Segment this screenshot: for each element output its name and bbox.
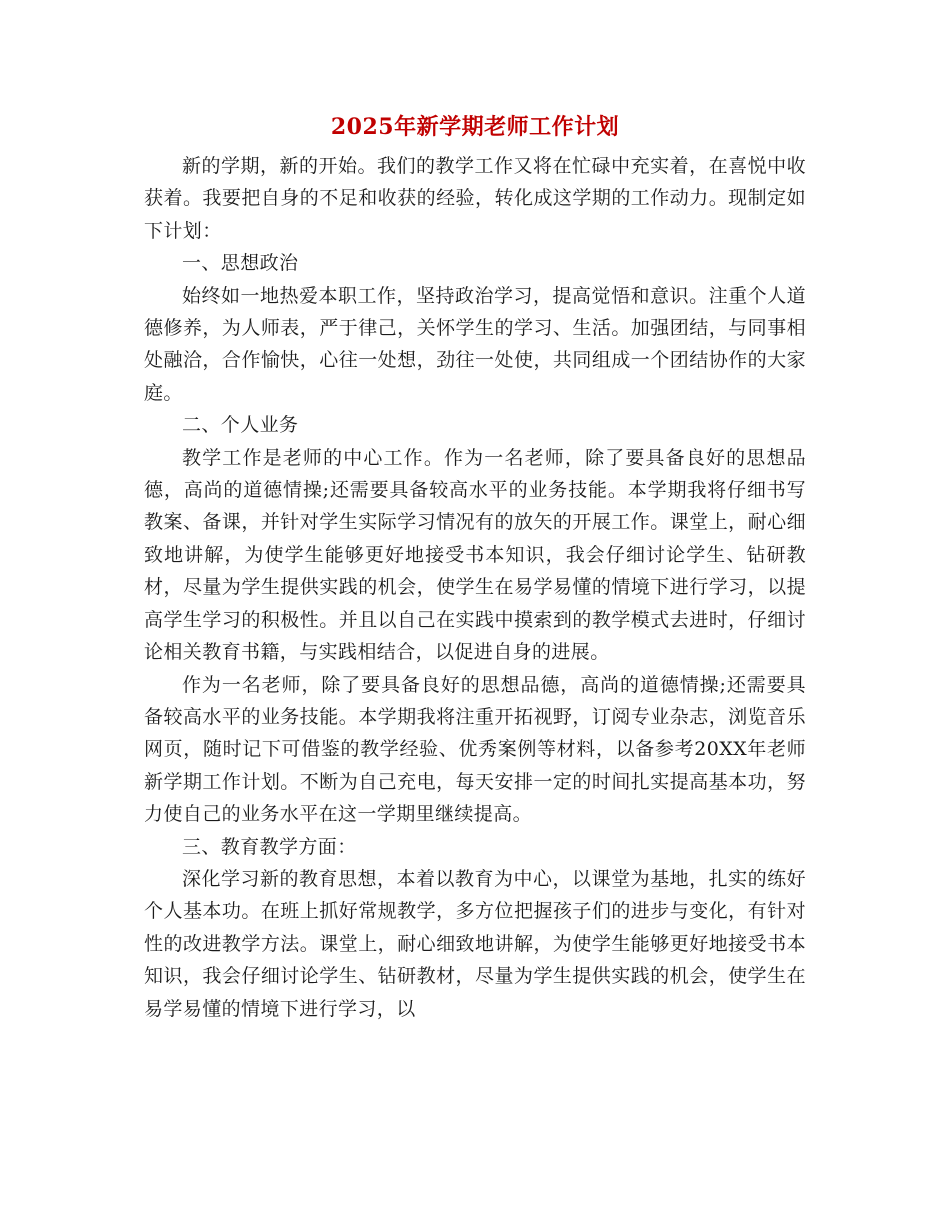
teaching-paragraph: 深化学习新的教育思想，本着以教育为中心，以课堂为基地，扎实的练好个人基本功。在班上抓好常规教学，多方位把握孩子们的进步与变化，有针对性的改进教学方法。课堂上，耐心细致地讲解，为使学生能够更好地接受书本知识，我会仔细讨论学生、钻研教材，尽量为学生提供实践的机会，使学生在易学易懂的情境下进行学习，以	[144, 867, 806, 1020]
document-title: 2025年新学期老师工作计划	[330, 114, 620, 140]
personal-work-paragraph-1: 教学工作是老师的中心工作。作为一名老师，除了要具备良好的思想品德，高尚的道德情操;还需要具备较高水平的业务技能。本学期我将仔细书写教案、备课，并针对学生实际学习情况有的放矢的开展工作。课堂上，耐心细致地讲解，为使学生能够更好地接受书本知识，我会仔细讨论学生、钻研教材，尽量为学生提供实践的机会，使学生在易学易懂的情境下进行学习，以提高学生学习的积极性。并且以自己在实践中摸索到的教学模式去进时，仔细讨论相关教育书籍，与实践相结合，以促进自身的进展。	[144, 446, 806, 664]
section-heading-teaching: 三、教育教学方面：	[182, 835, 357, 858]
politics-paragraph: 始终如一地热爱本职工作，坚持政治学习，提高觉悟和意识。注重个人道德修养，为人师表，严于律己，关怀学生的学习、生活。加强团结，与同事相处融洽，合作愉快，心往一处想，劲往一处使，共同组成一个团结协作的大家庭。	[144, 284, 806, 404]
section-heading-personal-work: 二、个人业务	[182, 414, 299, 437]
personal-work-paragraph-2: 作为一名老师，除了要具备良好的思想品德，高尚的道德情操;还需要具备较高水平的业务技能。本学期我将注重开拓视野，订阅专业杂志，浏览音乐网页，随时记下可借鉴的教学经验、优秀案例等材料，以备参考20XX年老师新学期工作计划。不断为自己充电，每天安排一定的时间扎实提高基本功，努力使自己的业务水平在这一学期里继续提高。	[144, 673, 806, 826]
section-heading-politics: 一、思想政治	[182, 252, 299, 275]
intro-paragraph: 新的学期，新的开始。我们的教学工作又将在忙碌中充实着，在喜悦中收获着。我要把自身的不足和收获的经验，转化成这学期的工作动力。现制定如下计划：	[144, 155, 806, 242]
document-body	[144, 150, 806, 1025]
